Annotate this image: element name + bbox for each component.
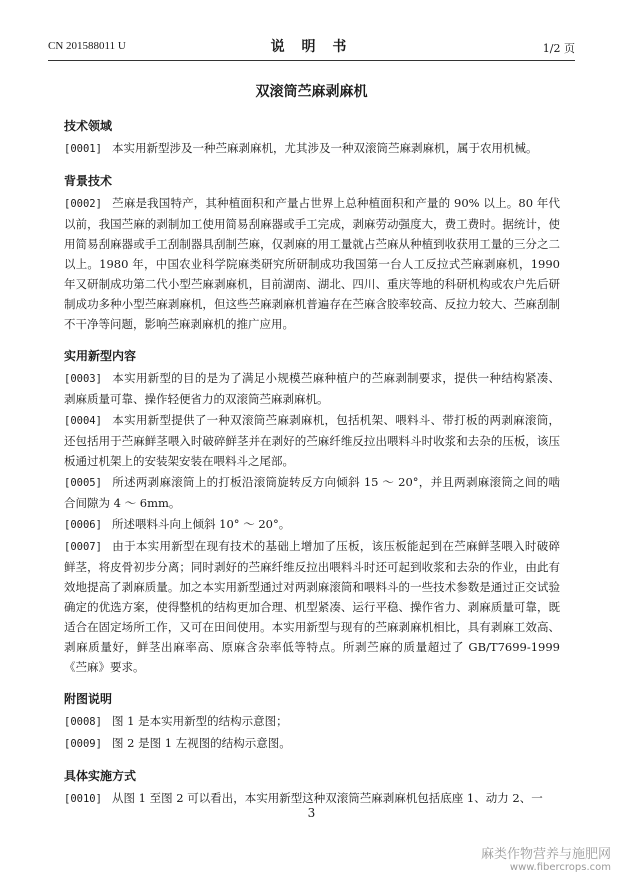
section-heading: 实用新型内容 <box>64 349 137 363</box>
paragraph-number: [0003] <box>64 373 102 385</box>
header-divider <box>48 60 575 61</box>
paragraph <box>64 410 560 471</box>
paragraph-text: 所述喂料斗向上倾斜 10° ～ 20°。 <box>112 517 291 531</box>
watermark-url: www.fibercrops.com <box>509 862 611 873</box>
paragraph-text: 本实用新型提供了一种双滚筒苎麻剥麻机，包括机架、喂料斗、带打板的两剥麻滚筒，还包括用于苎麻鲜茎喂入时破碎鲜茎并在剥好的苎麻纤维反拉出喂料斗时收浆和去杂的压板，该压板通过机架上的安装架安装在喂料斗之尾部。 <box>64 413 560 468</box>
page-header <box>48 36 575 56</box>
paragraph-number: [0001] <box>64 143 102 155</box>
paragraph <box>64 472 560 513</box>
paragraph-text: 本实用新型的目的是为了满足小规模苎麻种植户的苎麻剥制要求，提供一种结构紧凑、剥麻质量可靠、操作轻便省力的双滚筒苎麻剥麻机。 <box>64 371 560 406</box>
watermark-site-name: 麻类作物营养与施肥网 <box>480 847 611 862</box>
section-heading: 附图说明 <box>64 692 113 706</box>
paragraph <box>64 138 560 159</box>
paragraph-text: 图 1 是本实用新型的结构示意图； <box>112 714 288 728</box>
paragraph-text: 本实用新型涉及一种苎麻剥麻机，尤其涉及一种双滚筒苎麻剥麻机，属于农用机械。 <box>112 141 538 155</box>
paragraph-text: 所述两剥麻滚筒上的打板沿滚筒旋转反方向倾斜 15 ～ 20°，并且两剥麻滚筒之间的啮合间隙为 4 ～ 6mm。 <box>64 475 560 510</box>
paragraph-number: [0002] <box>64 198 102 210</box>
paragraph <box>64 536 560 677</box>
paragraph <box>64 193 560 334</box>
document-title: 双滚筒苎麻剥麻机 <box>255 84 368 100</box>
paragraph-number: [0005] <box>64 477 102 489</box>
paragraph-number: [0010] <box>64 793 102 805</box>
paragraph-number: [0006] <box>64 519 102 531</box>
document-type: 说 明 书 <box>270 39 353 55</box>
paragraph <box>64 514 560 535</box>
page-number: 3 <box>307 806 316 820</box>
section-heading: 技术领域 <box>64 119 113 133</box>
section-heading: 具体实施方式 <box>64 769 137 783</box>
paragraph-number: [0008] <box>64 716 102 728</box>
paragraph-number: [0009] <box>64 738 102 750</box>
section-heading: 背景技术 <box>64 174 113 188</box>
document-body <box>64 116 560 810</box>
paragraph <box>64 733 560 754</box>
paragraph-text: 苎麻是我国特产，其种植面积和产量占世界上总种植面积和产量的 90% 以上。80 年代以前，我国苎麻的剥制加工使用简易刮麻器或手工完成，剥麻劳动强度大，费工费时。据统计，使用简易刮麻器或手工刮制器具刮制苎麻，仅剥麻的用工量就占苎麻从种植到收获用工量的三分之二以上。1980 年，中国农业科学院麻类研究所研制成功我国第一台人工反拉式苎麻剥麻机，1990 年又研制成功第二代小型苎麻剥麻机，目前湖南、湖北、四川、重庆等地的科研机构或农户先后研制成功多种小型苎麻剥麻机，但这些苎麻剥麻机普遍存在苎麻含胶率较高、反拉力较大、苎麻刮制不干净等问题，影响苎麻剥麻机的推广应用。 <box>64 196 560 331</box>
paragraph-number: [0007] <box>64 541 102 553</box>
paragraph-text: 图 2 是图 1 左视图的结构示意图。 <box>112 736 291 750</box>
paragraph <box>64 711 560 732</box>
paragraph-number: [0004] <box>64 415 102 427</box>
paragraph-text: 由于本实用新型在现有技术的基础上增加了压板，该压板能起到在苎麻鲜茎喂入时破碎鲜茎，将皮骨初步分离；同时剥好的苎麻纤维反拉出喂料斗时还可起到收浆和去杂的作业，由此有效地提高了剥麻质量。加之本实用新型通过对两剥麻滚筒和喂料斗的一些技术参数是通过正交试验确定的优选方案，使得整机的结构更加合理、机型紧凑、运行平稳、操作省力、剥麻质量可靠，既适合在固定场所工作，又可在田间使用。本实用新型与现有的苎麻剥麻机相比，具有剥麻工效高、剥麻质量好，鲜茎出麻率高、原麻含杂率低等特点。所剥苎麻的质量超过了 GB/T7699-1999《苎麻》要求。 <box>64 539 560 674</box>
paragraph <box>64 368 560 409</box>
page-info: 1/2 页 <box>542 42 575 55</box>
paragraph-text: 从图 1 至图 2 可以看出，本实用新型这种双滚筒苎麻剥麻机包括底座 1、动力 2、一 <box>112 791 543 805</box>
watermark <box>481 843 611 873</box>
patent-number: CN 201588011 U <box>48 40 126 52</box>
